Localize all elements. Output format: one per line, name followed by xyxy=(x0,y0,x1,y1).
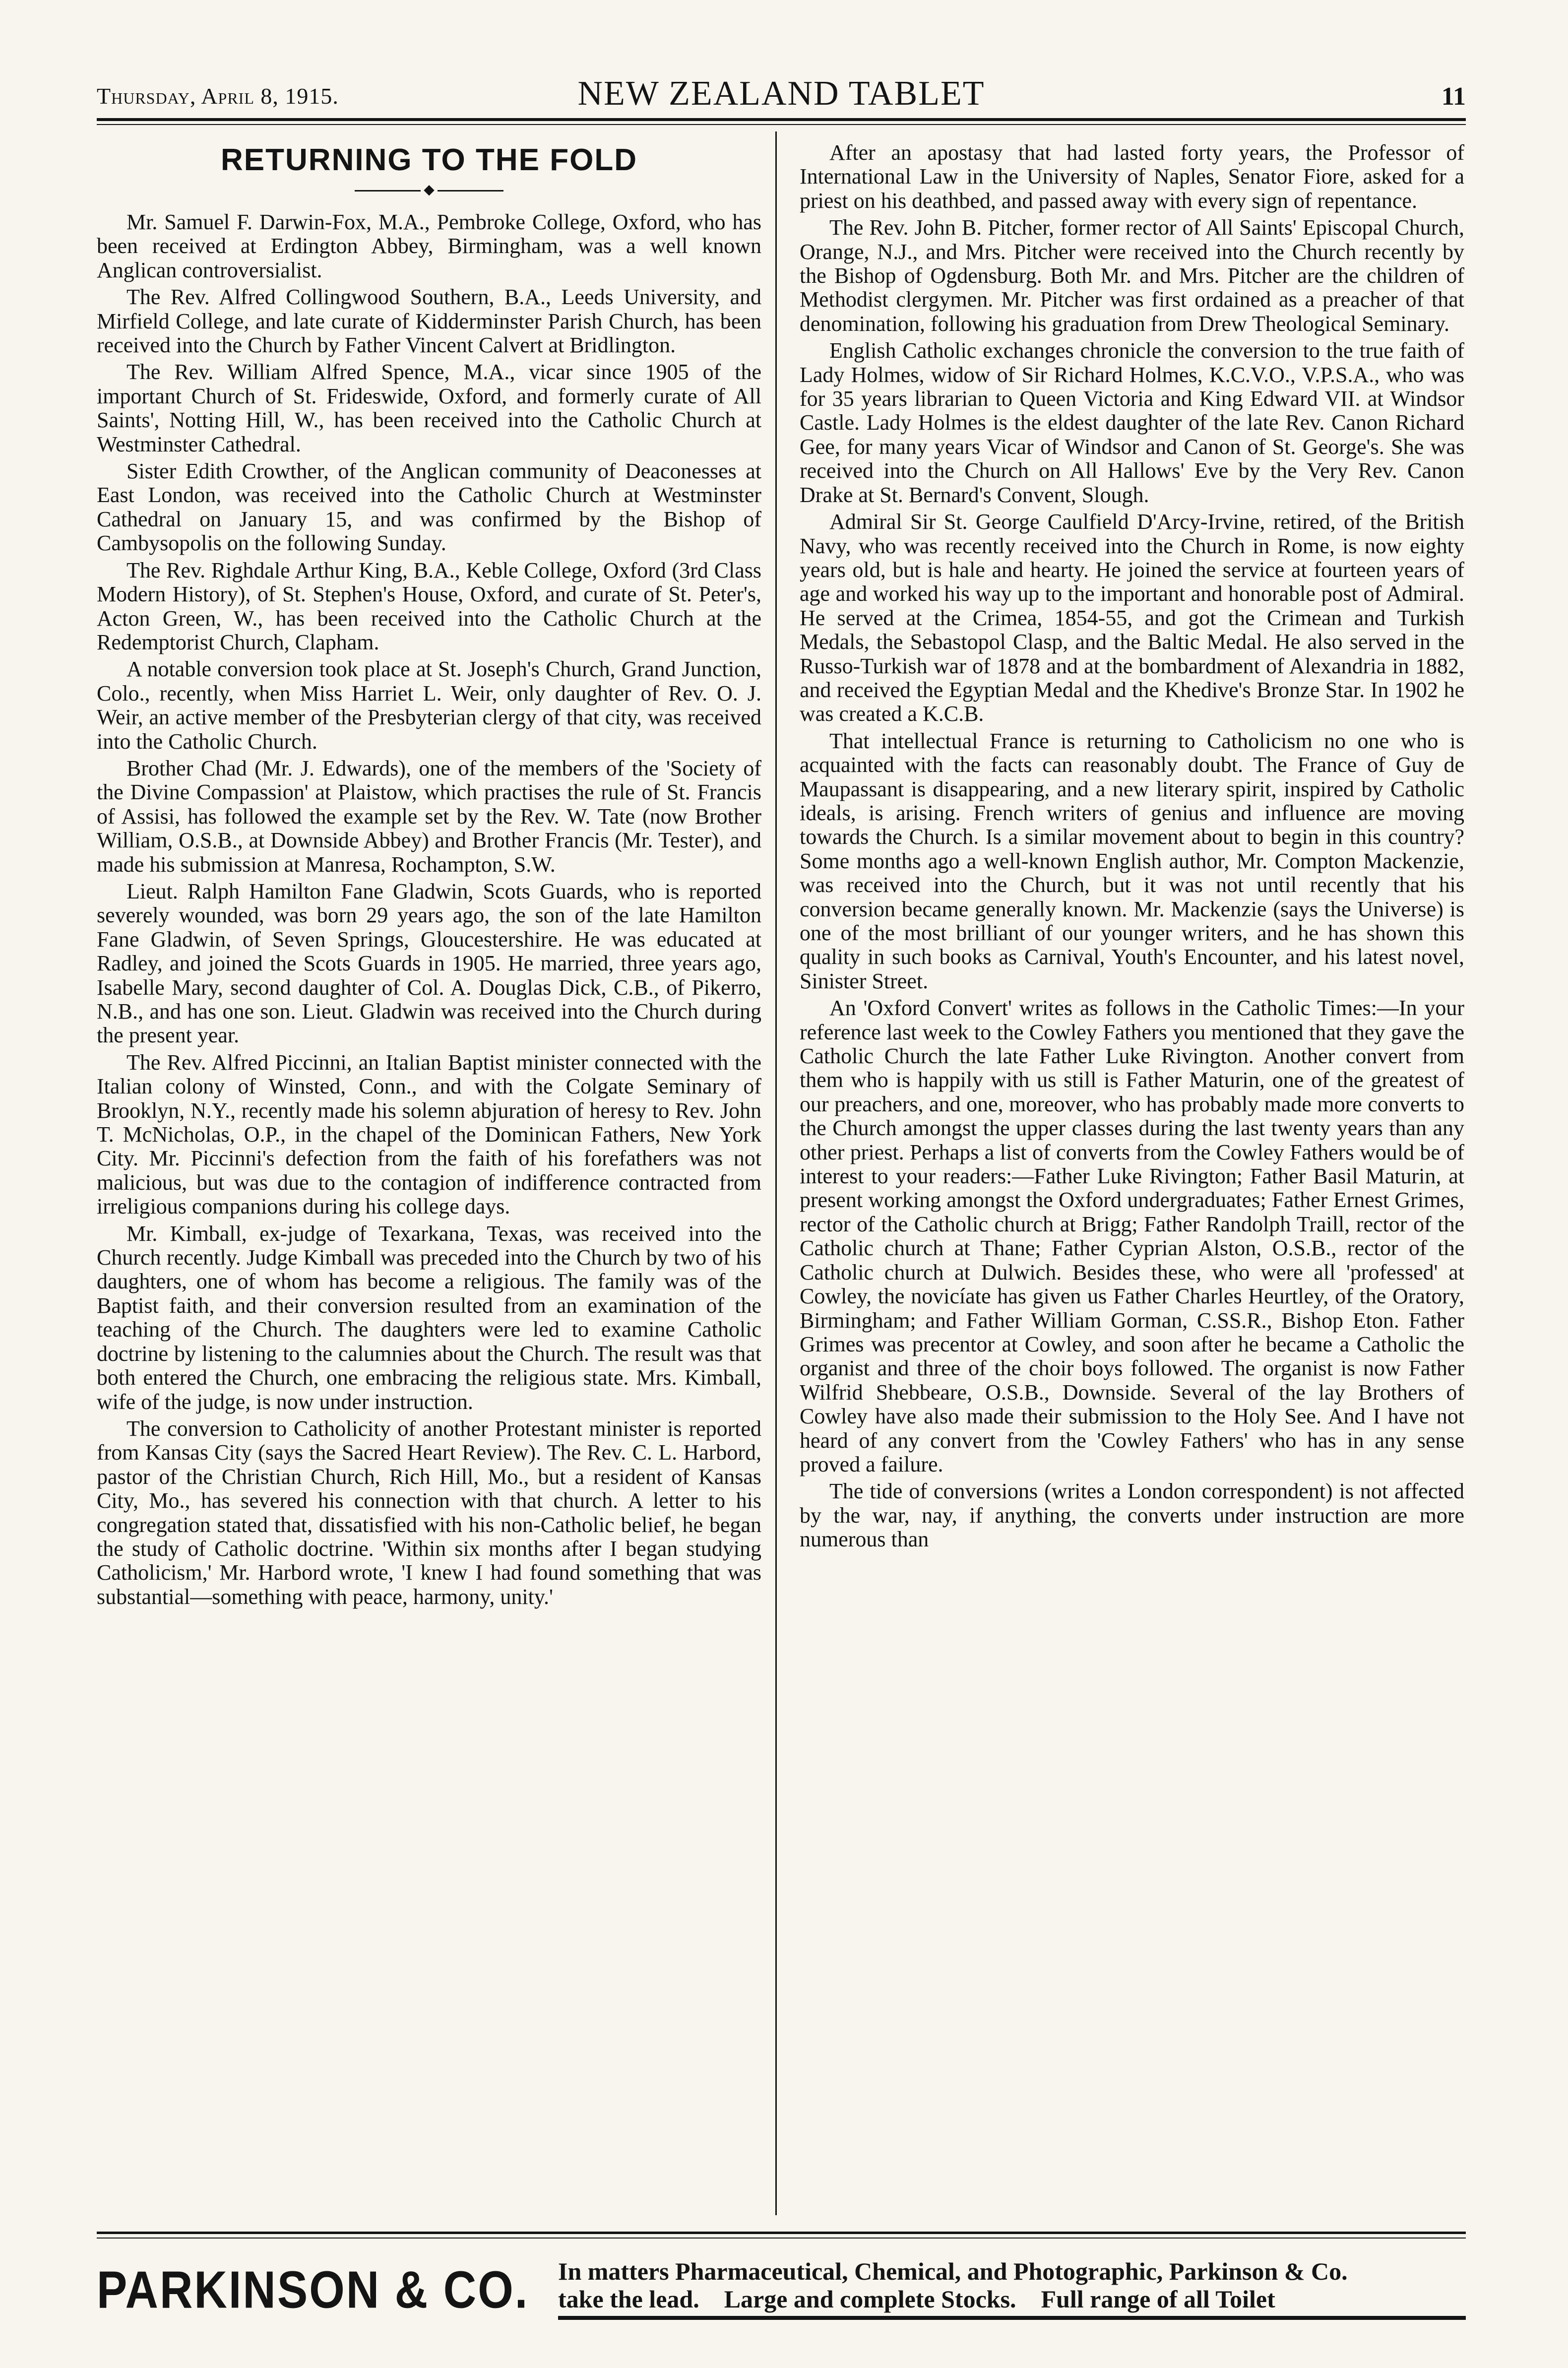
article-title: RETURNING TO THE FOLD xyxy=(221,143,637,177)
paragraph: Admiral Sir St. George Caulfield D'Arcy-Irvine, retired, of the British Navy, who was recently received into the Church in Rome, is now eighty years old, but is hale and hearty. He joined the service at fourteen years of age and worked his way up to the important and honorable post of Admiral. He served at the Crimea, 1854-55, and got the Crimean and Turkish Medals, the Sebastopol Clasp, and the Baltic Medal. He also served in the Russo-Turkish war of 1878 and at the bombardment of Alexandria in 1882, and received the Egyptian Medal and the Khedive's Bronze Star. In 1902 he was created a K.C.B. xyxy=(800,510,1464,726)
paragraph: The Rev. William Alfred Spence, M.A., vicar since 1905 of the important Church of St. Frideswide, Oxford, and formerly curate of All Saints', Notting Hill, W., has been received into the Catholic Church at Westminster Cathedral. xyxy=(97,360,761,456)
paragraph: The Rev. John B. Pitcher, former rector of All Saints' Episcopal Church, Orange, N.J., and Mrs. Pitcher were received into the Church recently by the Bishop of Ogdensburg. Both Mr. and Mrs. Pitcher are the children of Methodist clergymen. Mr. Pitcher was first ordained as a preacher of that denomination, following his graduation from Drew Theological Seminary. xyxy=(800,215,1464,336)
footer-rule xyxy=(97,2232,1466,2234)
paragraph: The Rev. Righdale Arthur King, B.A., Keble College, Oxford (3rd Class Modern History), of St. Stephen's House, Oxford, and curate of St. Peter's, Acton Green, W., has been received into the Catholic Church at the Redemptorist Church, Clapham. xyxy=(97,558,761,654)
paragraph: Mr. Samuel F. Darwin-Fox, M.A., Pembroke College, Oxford, who has been received at Erdington Abbey, Birmingham, was a well known Anglican controversialist. xyxy=(97,210,761,282)
page-number: 11 xyxy=(1441,82,1466,111)
paragraph: Mr. Kimball, ex-judge of Texarkana, Texas, was received into the Church recently. Judge Kimball was preceded into the Church by two of his daughters, one of whom has become a religious. The family was of the Baptist faith, and their conversion resulted from an examination of the teaching of the Church. The daughters were led to examine Catholic doctrine by listening to the calumnies about the Church. The result was that both entered the Church, one embracing the religious state. Mrs. Kimball, wife of the judge, is now under instruction. xyxy=(97,1221,761,1414)
paragraph: English Catholic exchanges chronicle the conversion to the true faith of Lady Holmes, widow of Sir Richard Holmes, K.C.V.O., V.P.S.A., who was for 35 years librarian to Queen Victoria and King Edward VII. at Windsor Castle. Lady Holmes is the eldest daughter of the late Rev. Canon Richard Gee, for many years Vicar of Windsor and Canon of St. George's. She was received into the Church on All Hallows' Eve by the Very Rev. Canon Drake at St. Bernard's Convent, Slough. xyxy=(800,338,1464,507)
paragraph: The Rev. Alfred Piccinni, an Italian Baptist minister connected with the Italian colony of Winsted, Conn., and with the Colgate Seminary of Brooklyn, N.Y., recently made his solemn abjuration of heresy to Rev. John T. McNicholas, O.P., in the chapel of the Dominican Fathers, New York City. Mr. Piccinni's defection from the faith of his forefathers was not malicious, but was due to the contagion of indifference contracted from irreligious companions during his college days. xyxy=(97,1050,761,1219)
paragraph: A notable conversion took place at St. Joseph's Church, Grand Junction, Colo., recently, when Miss Harriet L. Weir, only daughter of Rev. O. J. Weir, an active member of the Presbyterian clergy of that city, was received into the Catholic Church. xyxy=(97,657,761,754)
ad-line: In matters Pharmaceutical, Chemical, and Photographic, Parkinson & Co. xyxy=(558,2257,1348,2285)
paragraph: Lieut. Ralph Hamilton Fane Gladwin, Scots Guards, who is reported severely wounded, was born 29 years ago, the son of the late Hamilton Fane Gladwin, of Seven Springs, Gloucestershire. He was educated at Radley, and joined the Scots Guards in 1905. He married, three years ago, Isabelle Mary, second daughter of Col. A. Douglas Dick, C.B., of Pikerro, N.B., and has one son. Lieut. Gladwin was received into the Church during the present year. xyxy=(97,879,761,1048)
paragraph: That intellectual France is returning to Catholicism no one who is acquainted with the facts can reasonably doubt. The France of Guy de Maupassant is disappearing, and a new literary spirit, inspired by Catholic ideals, is arising. French writers of genius and influence are moving towards the Church. Is a similar movement about to begin in this country? Some months ago a well-known English author, Mr. Compton Mackenzie, was received into the Church, but it was not until recently that his conversion became generally known. Mr. Mackenzie (says the Universe) is one of the most brilliant of our younger writers, and he has shown this quality in such books as Carnival, Youth's Encounter, and his latest novel, Sinister Street. xyxy=(800,728,1464,993)
paragraph: The Rev. Alfred Collingwood Southern, B.A., Leeds University, and Mirfield College, and late curate of Kidderminster Parish Church, has been received into the Church by Father Vincent Calvert at Bridlington. xyxy=(97,285,761,358)
ad-underline-bar xyxy=(558,2316,1466,2320)
masthead: NEW ZEALAND TABLET xyxy=(577,74,985,113)
paragraph: Sister Edith Crowther, of the Anglican community of Deaconesses at East London, was received into the Catholic Church at Westminster Cathedral on January 15, and was confirmed by the Bishop of Cambysopolis on the following Sunday. xyxy=(97,459,761,556)
paragraph: After an apostasy that had lasted forty years, the Professor of International Law in the University of Naples, Senator Fiore, asked for a priest on his deathbed, and passed away with every sign of repentance. xyxy=(800,140,1464,213)
paragraph: The tide of conversions (writes a London correspondent) is not affected by the war, nay, if anything, the converts under instruction are more numerous than xyxy=(800,1479,1464,1552)
footer-rule-thin xyxy=(97,2238,1466,2239)
title-ornament xyxy=(97,183,761,197)
ad-line: take the lead. Large and complete Stocks. Full range of all Toilet xyxy=(558,2285,1275,2313)
advertisement-text xyxy=(558,2257,1466,2313)
issue-date: Thursday, April 8, 1915. xyxy=(97,83,339,109)
column-divider xyxy=(775,131,777,2215)
left-column xyxy=(97,139,761,2213)
header-rule xyxy=(97,118,1466,121)
paragraph: Brother Chad (Mr. J. Edwards), one of the members of the 'Society of the Divine Compassion' at Plaistow, which practises the rule of St. Francis of Assisi, has followed the example set by the Rev. W. Tate (now Brother William, O.S.B., at Downside Abbey) and Brother Francis (Mr. Tester), and made his submission at Manresa, Rochampton, S.W. xyxy=(97,756,761,877)
header-rule-thin xyxy=(97,124,1466,125)
ornament-diamond: ◆ xyxy=(421,182,438,197)
paragraph: The conversion to Catholicity of another Protestant minister is reported from Kansas City (says the Sacred Heart Review). The Rev. C. L. Harbord, pastor of the Christian Church, Rich Hill, Mo., but a resident of Kansas City, Mo., has severed his connection with that church. A letter to his congregation stated that, dissatisfied with his non-Catholic belief, he began the study of Catholic doctrine. 'Within six months after I began studying Catholicism,' Mr. Harbord wrote, 'I knew I had found something that was substantial—something with peace, harmony, unity.' xyxy=(97,1416,761,1609)
advertiser-brand: PARKINSON & CO. xyxy=(97,2261,529,2319)
paragraph: An 'Oxford Convert' writes as follows in the Catholic Times:—In your reference last week to the Cowley Fathers you mentioned that they gave the Catholic Church the late Father Luke Rivington. Another convert from them who is happily with us still is Father Maturin, one of the greatest of our preachers, and one, moreover, who has probably made more converts to the Church amongst the upper classes during the last twenty years than any other priest. Perhaps a list of converts from the Cowley Fathers would be of interest to your readers:—Father Luke Rivington; Father Basil Maturin, at present working amongst the Oxford undergraduates; Father Ernest Grimes, rector of the Catholic church at Brigg; Father Randolph Traill, rector of the Catholic church at Thane; Father Cyprian Alston, O.S.B., rector of the Catholic church at Dulwich. Besides these, who were all 'professed' at Cowley, the novicíate has given us Father Charles Heurtley, of the Oratory, Birmingham; and Father William Gorman, C.SS.R., Bishop Eton. Father Grimes was precentor at Cowley, and soon after he became a Catholic the organist and three of the choir boys followed. The organist is now Father Wilfrid Shebbeare, O.S.B., Downside. Several of the lay Brothers of Cowley have also made their submission to the Holy See. And I have not heard of any convert from the 'Cowley Fathers' who has in any sense proved a failure. xyxy=(800,996,1464,1476)
page-header xyxy=(97,72,1466,117)
right-column xyxy=(800,139,1464,2213)
advertisement-footer xyxy=(97,2242,1466,2322)
